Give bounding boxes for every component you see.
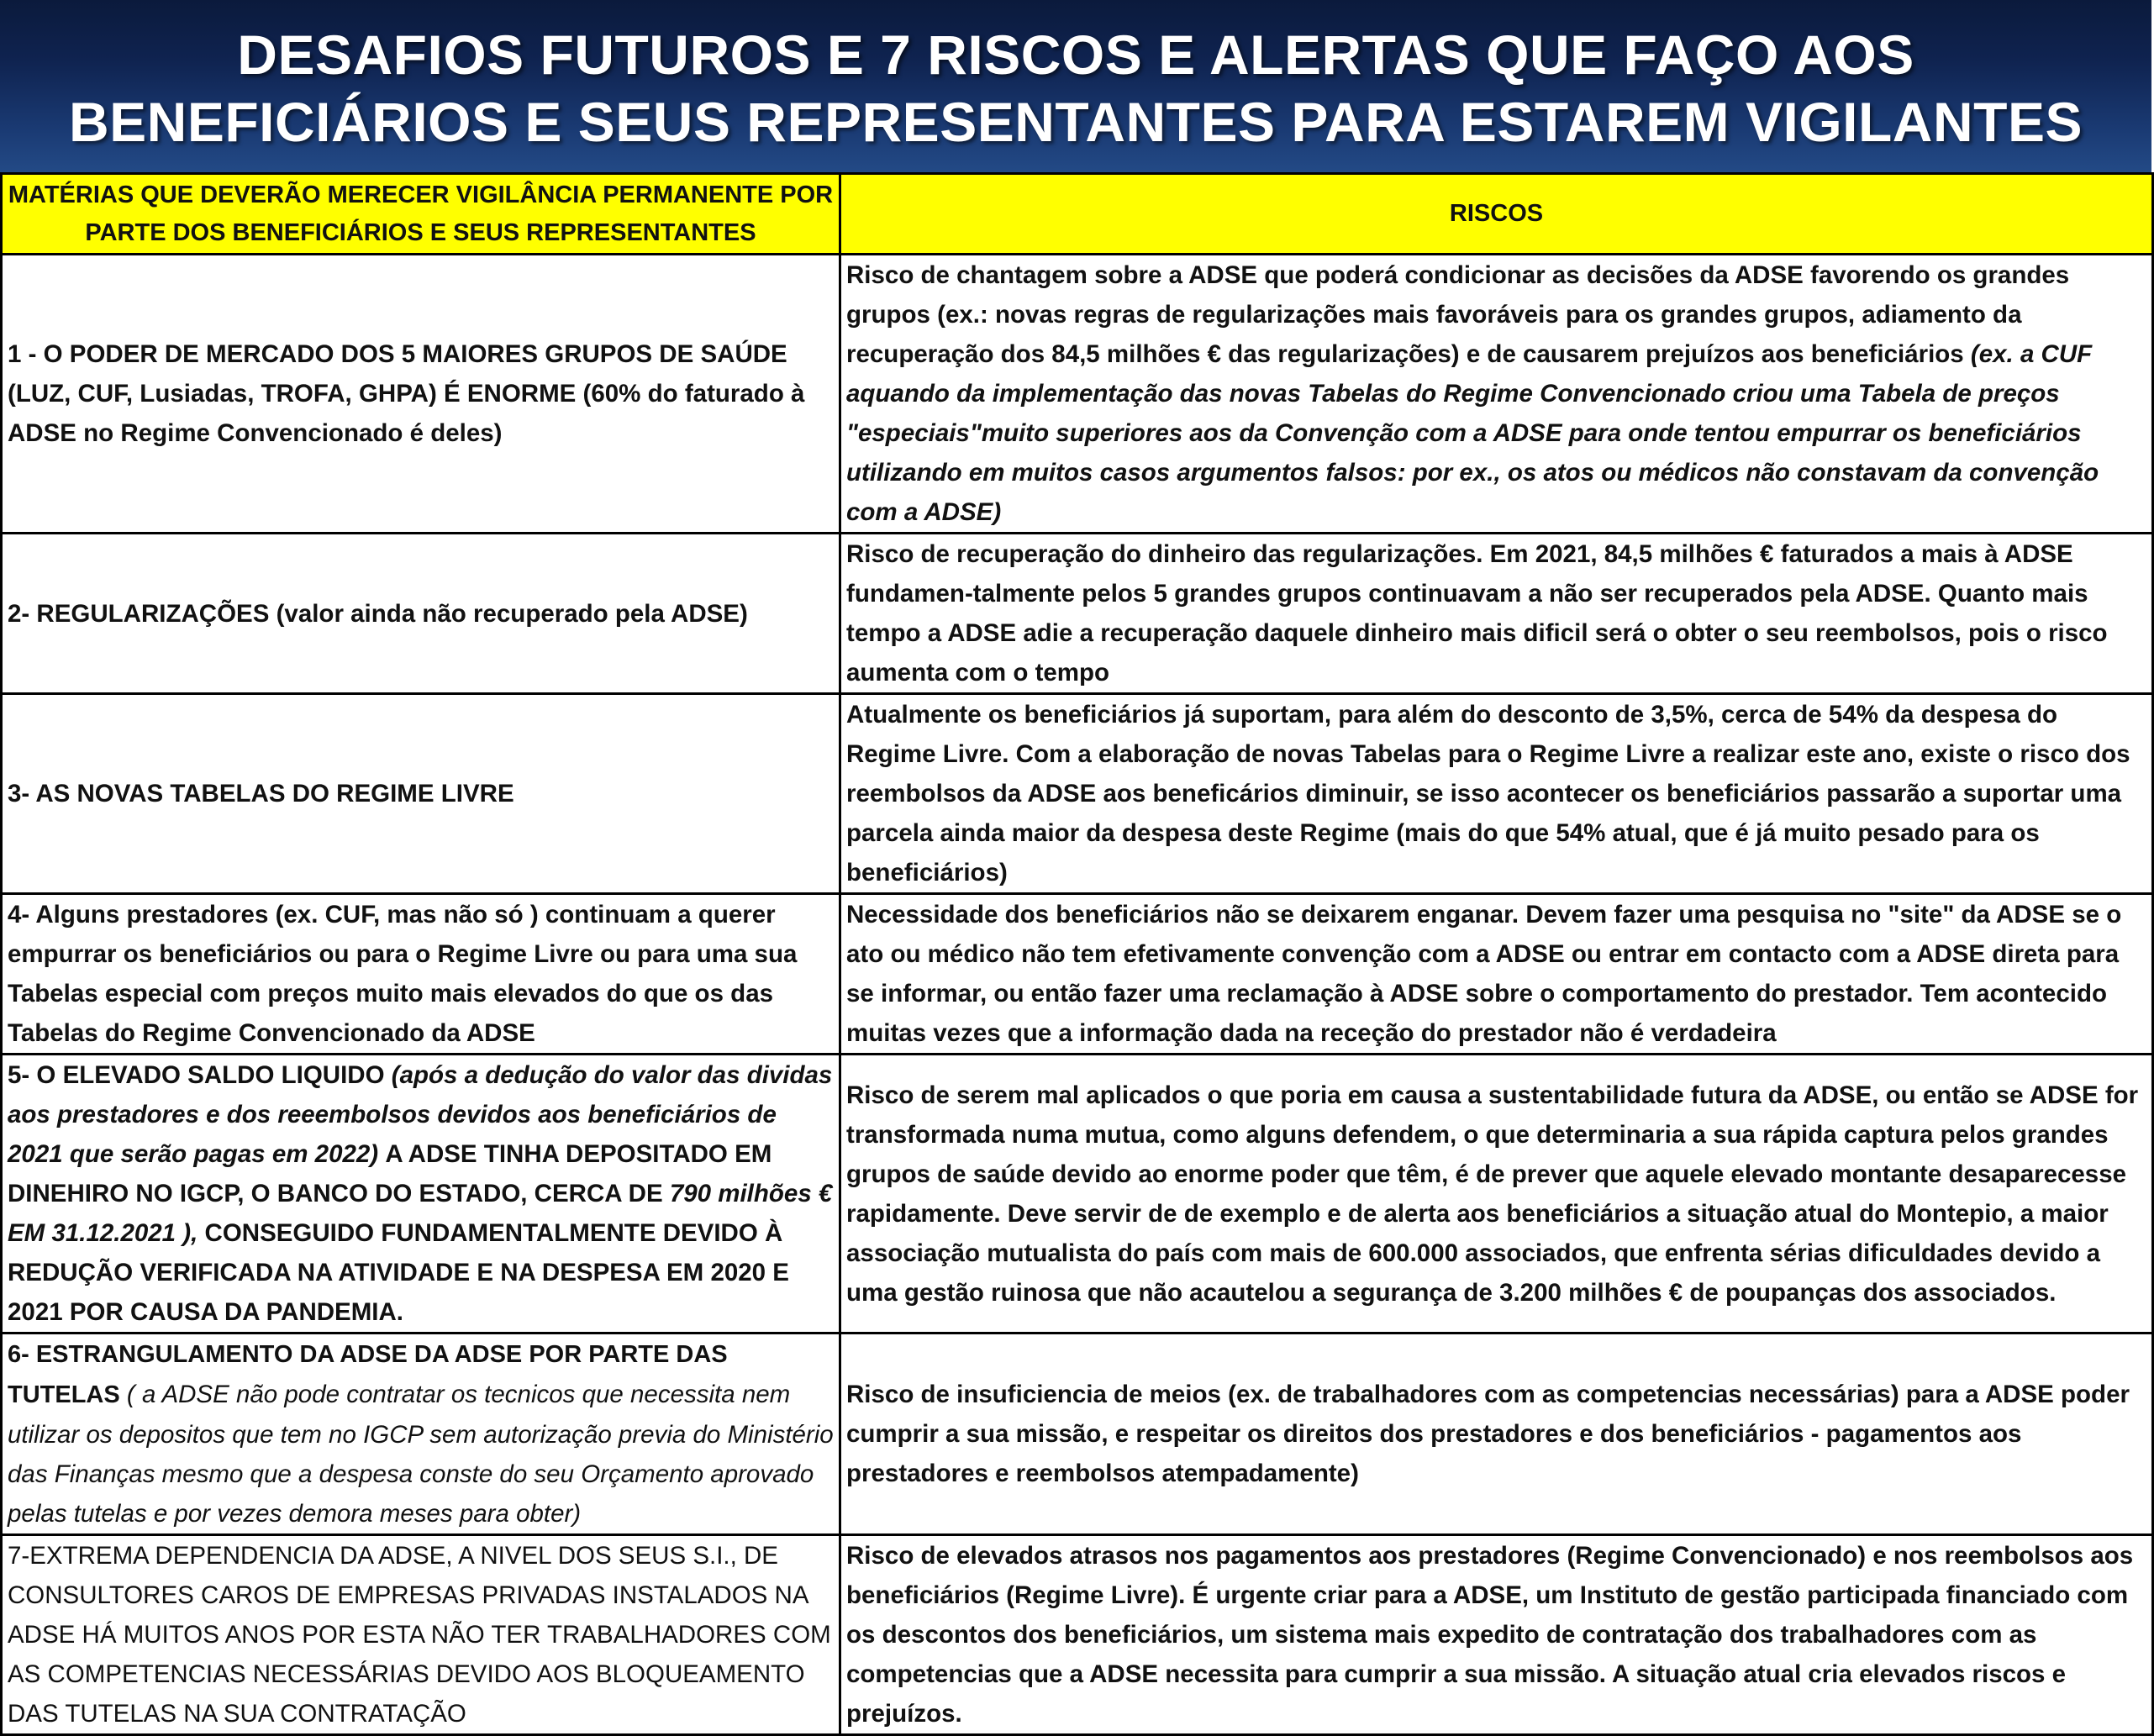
materia-cell [2,255,840,534]
materia-text-d: 790 milhões € EM 31.12.2021 ), [8,1180,833,1247]
risco-text: Risco de elevados atrasos nos pagamentos aos prestadores (Regime Convencionado) e nos reembolsos aos beneficiários (Regime Livre). É urgente criar para a ADSE, um Instituto de gestão participada financiado com os descontos dos beneficiários, um sistema mais expedito de contratação dos trabalhadores com as competencias que a ADSE necessita para cumprir a sua missão. A situação atual cria elevados riscos e prejuízos. [846,1542,2134,1728]
table-row [2,1535,2153,1735]
risco-text: Risco de serem mal aplicados o que poria em causa a sustentabilidade futura da ADSE, ou então se ADSE for transformada numa mutua, como alguns defendem, o que determinaria a sua rápida captura pelos grandes grupos de saúde devido ao enorme poder que têm, é de prever que aquele elevado montante desaparecesse rapidamente. Deve servir de de exemplo e de alerta aos beneficiários a situação atual do Montepio, a maior associação mutualista do país com mais de 600.000 associados, que enfrenta sérias dificuldades devido a uma gestão ruinosa que não acautelou a segurança de 3.200 milhões € de poupanças dos associados. [846,1081,2139,1307]
risco-cell [840,694,2153,894]
materia-text-b: ( a ADSE não pode contratar os tecnicos que necessita nem utilizar os depositos que tem no IGCP sem autorização previa do Ministério das Finanças mesmo que a despesa conste do seu Orçamento aprovado pelas tutelas e por vezes demora meses para obter) [8,1381,834,1528]
materia-text: 4- Alguns prestadores (ex. CUF, mas não só ) continuam a querer empurrar os beneficiários ou para o Regime Livre ou para uma sua Tabelas especial com preços muito mais elevados do que os das Tabelas do Regime Convencionado da ADSE [8,901,798,1047]
materia-cell [2,894,840,1055]
materia-text: 2- REGULARIZAÇÕES (valor ainda não recuperado pela ADSE) [8,599,748,628]
materia-cell [2,1334,840,1535]
table-row [2,1055,2153,1334]
risco-cell [840,1334,2153,1535]
risco-cell [840,1055,2153,1334]
materia-text-b: (após a dedução do valor das dividas aos prestadores e dos reeembolsos devidos aos beneficiários de 2021 que serão pagas em 2022) [8,1061,833,1168]
title-line-1: DESAFIOS FUTUROS E 7 RISCOS E ALERTAS QUE FAÇO AOS [237,23,1914,86]
materia-text: 3- AS NOVAS TABELAS DO REGIME LIVRE [8,780,514,808]
materia-text: 1 - O PODER DE MERCADO DOS 5 MAIORES GRUPOS DE SAÚDE (LUZ, CUF, Lusiadas, TROFA, GHPA) É ENORME (60% do faturado à ADSE no Regime Convencionado é deles) [8,340,805,447]
risco-italic-text: (ex. a CUF aquando da implementação das novas Tabelas do Regime Convencionado criou uma Tabela de preços "especiais"muito superiores aos da Convenção com a ADSE para onde tentou empurrar os beneficiários utilizando em muitos casos argumentos falsos: por ex., os atos ou médicos não constavam da convenção com a ADSE) [846,340,2099,526]
risco-text: Risco de insuficiencia de meios (ex. de trabalhadores com as competencias necessárias) para a ADSE poder cumprir a sua missão, e respeitar os direitos dos prestadores e dos beneficiários - pagamentos aos prestadores e reembolsos atempadamente) [846,1381,2130,1487]
risco-text: Atualmente os beneficiários já suportam, para além do desconto de 3,5%, cerca de 54% da despesa do Regime Livre. Com a elaboração de novas Tabelas para o Regime Livre a realizar este ano, existe o risco dos reembolsos da ADSE aos beneficários diminuir, se isso acontecer os beneficiários passarão a suportar uma parcela ainda maior da despesa deste Regime (mais do que 54% atual, que é já muito pesado para os beneficiários) [846,701,2130,886]
materia-cell [2,1535,840,1735]
risco-cell [840,534,2153,694]
title-line-2: BENEFICIÁRIOS E SEUS REPRESENTANTES PARA ESTAREM VIGILANTES [69,90,2083,153]
table-row [2,534,2153,694]
risco-text: Necessidade dos beneficiários não se deixarem enganar. Devem fazer uma pesquisa no "site" da ADSE se o ato ou médico não tem efetivamente convenção com a ADSE ou entrar em contacto com a ADSE direta para se informar, ou então fazer uma reclamação à ADSE sobre o comportamento do prestador. Tem acontecido muitas vezes que a informação dada na receção do prestador não é verdadeira [846,901,2122,1047]
table-row [2,894,2153,1055]
materia-cell [2,1055,840,1334]
table-header-row [2,174,2153,255]
risco-cell [840,1535,2153,1735]
risco-text: Risco de chantagem sobre a ADSE que poderá condicionar as decisões da ADSE favorendo os grandes grupos (ex.: novas regras de regularizações mais favoráveis para os grandes grupos, adiamento da recuperação dos 84,5 milhões € das regularizações) e de causarem prejuízos aos beneficiários [846,261,2070,368]
table-row [2,255,2153,534]
header-riscos: RISCOS [840,174,2153,255]
risco-cell [840,894,2153,1055]
risks-table [0,172,2154,1736]
materia-text-e: CONSEGUIDO FUNDAMENTALMENTE DEVIDO À REDUÇÃO VERIFICADA NA ATIVIDADE E NA DESPESA EM 2020 E 2021 POR CAUSA DA PANDEMIA. [8,1219,789,1326]
materia-cell [2,694,840,894]
materia-text: 7-EXTREMA DEPENDENCIA DA ADSE, A NIVEL DOS SEUS S.I., DE CONSULTORES CAROS DE EMPRESAS PRIVADAS INSTALADOS NA ADSE HÁ MUITOS ANOS POR ESTA NÃO TER TRABALHADORES COM AS COMPETENCIAS NECESSÁRIAS DEVIDO AOS BLOQUEAMENTO DAS TUTELAS NA SUA CONTRATAÇÃO [8,1542,831,1728]
materia-cell [2,534,840,694]
table-row [2,1334,2153,1535]
header-materias: MATÉRIAS QUE DEVERÃO MERECER VIGILÂNCIA PERMANENTE POR PARTE DOS BENEFICIÁRIOS E SEUS REPRESENTANTES [2,174,840,255]
materia-text-a: 6- ESTRANGULAMENTO DA ADSE DA ADSE POR PARTE DAS TUTELAS [8,1341,728,1408]
risco-text: Risco de recuperação do dinheiro das regularizações. Em 2021, 84,5 milhões € faturados a mais à ADSE fundamen-talmente pelos 5 grandes grupos continuavam a não ser recuperados pela ADSE. Quanto mais tempo a ADSE adie a recuperação daquele dinheiro mais dificil será o obter o seu reembolsos, pois o risco aumenta com o tempo [846,540,2108,687]
materia-text-a: 5- O ELEVADO SALDO LIQUIDO [8,1061,385,1089]
risco-cell [840,255,2153,534]
table-row [2,694,2153,894]
materia-text-c: A ADSE TINHA DEPOSITADO EM DINEHIRO NO IGCP, O BANCO DO ESTADO, CERCA DE [8,1140,772,1207]
title-banner [0,0,2151,172]
